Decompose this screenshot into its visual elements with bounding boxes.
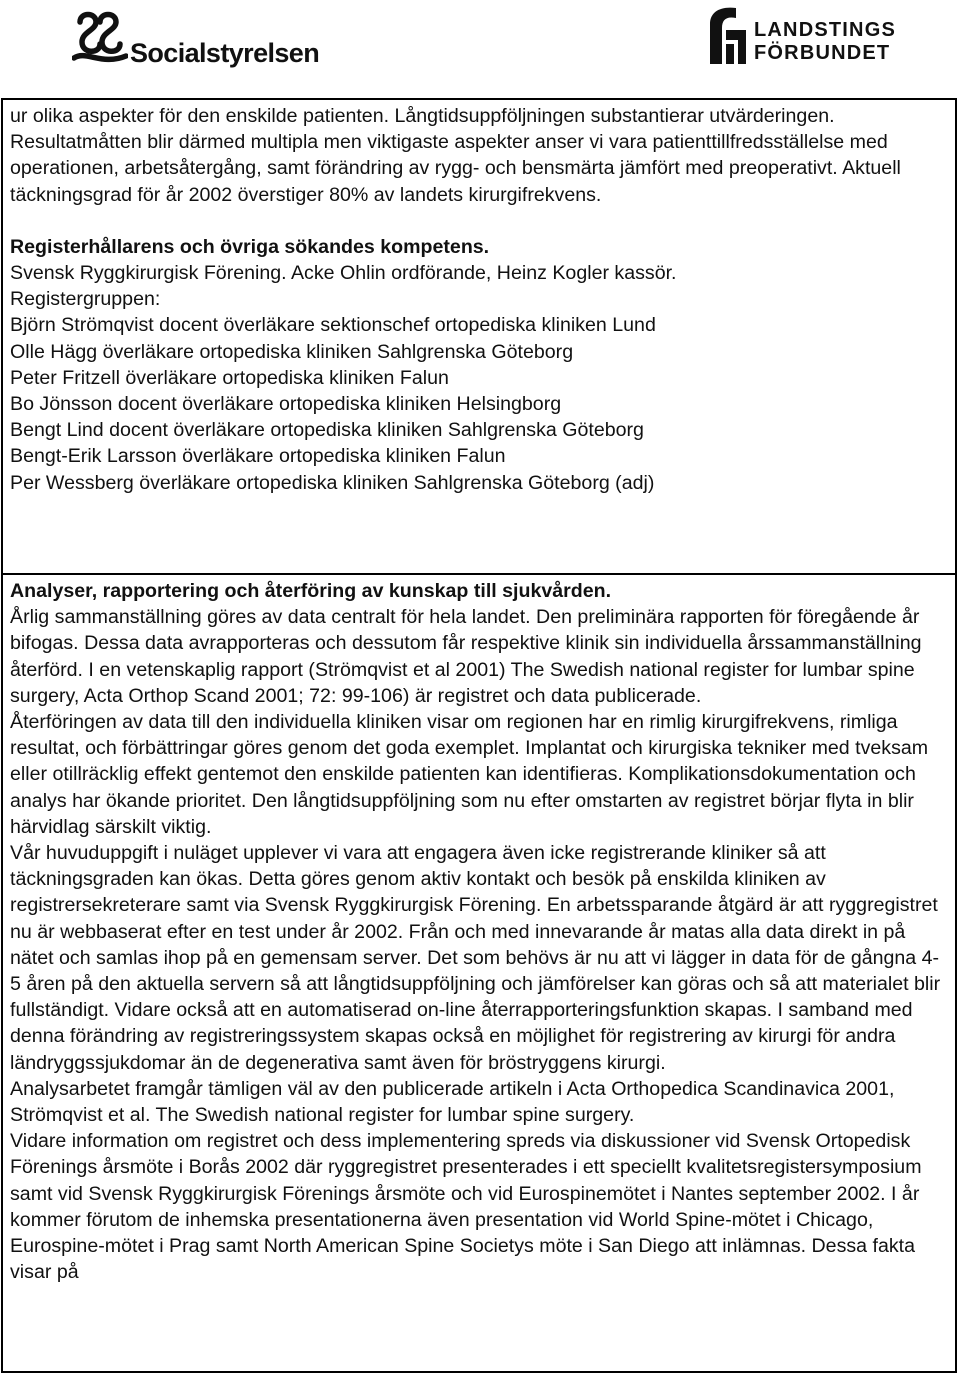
- analysis-heading: Analyser, rapportering och återföring av kunskap till sjukvården.: [10, 580, 612, 602]
- member-line: Bengt Lind docent överläkare ortopediska kliniken Sahlgrenska Göteborg: [10, 419, 644, 442]
- member-line: Bo Jönsson docent överläkare ortopediska kliniken Helsingborg: [10, 393, 562, 416]
- analysis-paragraph-3: Vår huvuduppgift i nuläget upplever vi vara att engagera även icke registrerande kliniker så att täckningsgraden kan ökas. Detta göres genom aktiv kontakt och besök på enskilda kliniken av registrersekreterare samt via Svensk Ryggkirurgisk Förening. En arbetssparande åtgärd är att ryggregistret nu är webbaserat efter en test under år 2002. Från och med innevarande år matas alla data direkt in på nätet och samlas ihop på en gemensam server. Det som behövs är nu att vi lägger in data för de gångna 4-5 åren på den aktuella servern så att långtidsuppföljning och jämförelser kan göras och så att materialet blir fullständigt. Vidare också att en automatiserad on-line återrapporteringsfunktion skapas. I samband med denna förändring av registreringssystem skapas också en möjlighet för registrering av kirurgi för andra ländryggssjukdomar än de degenerativa samt även för bröstryggens kirurgi.: [10, 842, 941, 1074]
- register-group-label: Registergruppen:: [10, 288, 161, 311]
- intro-paragraph: ur olika aspekter för den enskilde patienten. Långtidsuppföljningen substantierar utvärderingen. Resultatmåtten blir därmed multipla men viktigaste aspekter anser vi vara patienttillfredsställelse med operationen, arbetsåtergång, samt förändring av rygg- och bensmärta jämfört med preoperativt. Aktuell täckningsgrad för år 2002 överstiger 80% av landets kirurgifrekvens.: [10, 105, 901, 206]
- page-header: [0, 0, 960, 86]
- socialstyrelsen-emblem-icon: [72, 10, 128, 66]
- analysis-paragraph-4: Analysarbetet framgår tämligen väl av den publicerade artikeln i Acta Orthopedica Scandinavica 2001, Strömqvist et al. The Swedish national register for lumbar spine surgery.: [10, 1077, 895, 1127]
- analysis-paragraph-1: Årlig sammanställning göres av data centralt för hela landet. Den preliminära rapporten för föregående år bifogas. Dessa data avrapporteras och dessutom får respektive klinik sin individuella årssammanställning återförd. I en vetenskaplig rapport (Strömqvist et al 2001) The Swedish national register for lumbar spine surgery, Acta Orthop Scand 2001; 72: 99-106) är registret och data publicerade.: [10, 606, 922, 707]
- spacer: [10, 208, 949, 234]
- analysis-paragraph-2: Återföringen av data till den individuella kliniken visar om regionen har en rimlig kirurgifrekvens, rimliga resultat, och förbättringar göres genom det goda exemplet. Implantat och kirurgiska tekniker med tveksam eller otillräcklig effekt gentemot den enskilde patienten kan identifieras. Komplikationsdokumentation och analys har ökande prioritet. Den långtidsuppföljning som nu efter omstarten av registret börjar flyta in blir härvidlag särskilt viktig.: [10, 711, 929, 838]
- analysis-reporting-box: [1, 573, 957, 1373]
- member-line: Peter Fritzell överläkare ortopediska kliniken Falun: [10, 366, 449, 389]
- competence-heading: Registerhållarens och övriga sökandes kompetens.: [10, 235, 490, 258]
- member-line: Per Wessberg överläkare ortopediska kliniken Sahlgrenska Göteborg (adj): [10, 471, 655, 494]
- analysis-paragraph-5: Vidare information om registret och dess implementering spreds via diskussioner vid Svensk Ortopedisk Förenings årsmöte i Borås 2002 där ryggregistret presenterades i ett speciellt kvalitetsregistersymposium samt vid Svensk Ryggkirurgisk Förenings årsmöte och vid Eurospinemötet i Nantes september 2002. I år kommer förutom de inhemska presentationerna även presentation vid World Spine-mötet i Chicago, Eurospine-mötet i Prag samt North American Spine Societys möte i San Diego att inlämnas. Dessa fakta visar på: [10, 1130, 922, 1284]
- landstings-text: LANDSTINGS: [754, 19, 896, 41]
- registry-competence-box: [1, 98, 957, 573]
- member-line: Olle Hägg överläkare ortopediska kliniken Sahlgrenska Göteborg: [10, 340, 574, 363]
- forbundet-text: FÖRBUNDET: [754, 42, 891, 64]
- socialstyrelsen-logo: [72, 10, 342, 70]
- member-line: Björn Strömqvist docent överläkare sektionschef ortopediska kliniken Lund: [10, 314, 656, 337]
- society-line: Svensk Ryggkirurgisk Förening. Acke Ohlin ordförande, Heinz Kogler kassör.: [10, 262, 677, 285]
- landstingsforbundet-logo: [706, 4, 936, 68]
- member-line: Bengt-Erik Larsson överläkare ortopediska kliniken Falun: [10, 445, 506, 468]
- landstingsforbundet-emblem-icon: [706, 4, 748, 68]
- socialstyrelsen-wordmark: Socialstyrelsen: [130, 38, 320, 68]
